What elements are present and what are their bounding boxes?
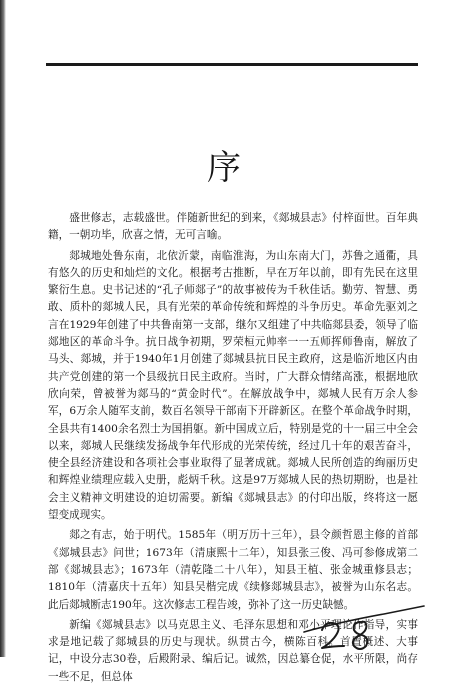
paragraph-2: 郯城地处鲁东南，北依沂蒙，南临淮海，为山东南大门，苏鲁之通衢，具有悠久的历史和灿烂的文化。根据考古推断，早在万年以前，即有先民在这里繁衍生息。史书记述的“孔子师郯子”的故事被传为千秋佳话。勤劳、智慧、勇敢、质朴的郯城人民，具有光荣的革命传统和辉煌的斗争历史。革命先驱刘之言在1929年创建了中共鲁南第一支部，继尔又组建了中共临郯县委，领导了临郯地区的革命斗争。抗日战争初期，罗荣桓元帅率一一五师挥师鲁南，解放了马头、郯城，并于1940年1月创建了郯城县抗日民主政府，这是临沂地区内由共产党创建的第一个县级抗日民主政府。当时，广大群众情绪高涨，根据地欣欣向荣，曾被誉为郯马的“黄金时代”。在解放战争中，郯城人民有万余人参军，6万余人随军支前，数百名领导干部南下开辟新区。在整个革命战争时期，全县共有1400余名烈士为国捐躯。新中国成立后，特别是党的十一届三中全会以来，郯城人民继续发扬战争年代形成的光荣传统，经过几十年的艰苦奋斗，使全县经济建设和各项社会事业取得了显著成就。郯城人民所创造的绚丽历史和辉煌业绩理应载入史册，彪炳千秋。这是97万郯城人民的热切期盼，也是社会主义精神文明建设的迫切需要。新编《郯城县志》的付印出版，终将这一愿望变成现实。: [48, 249, 418, 522]
header-rule: [46, 63, 418, 66]
paragraph-4: 新编《郯城县志》以马克思主义、毛泽东思想和邓小平理论作指导，实事求是地记载了郯城县的历史与现状。纵贯古今，横陈百科。首置概述、大事记，中设分志30卷，后殿附录、编后记。诚然，因总纂仓促，水平所限，尚存一些不足，但总体: [48, 618, 418, 683]
handwritten-page-number: [300, 600, 430, 652]
page-binding-edge: [0, 0, 6, 657]
handwritten-number-drawing: [300, 600, 430, 652]
preface-title: 序: [207, 147, 243, 188]
paragraph-3: 郯之有志，始于明代。1585年（明万历十三年），县令颜哲恩主修的首部《郯城县志》问世；1673年（清康熙十二年），知县张三俊、冯可参修成第二部《郯城县志》；1673年（清乾隆二十八年），知县王植、张金城重修县志；1810年（清嘉庆十五年）知县吴楷完成《续修郯城县志》，被誉为山东名志。此后郯城断志190年。这次修志工程告竣，弥补了这一历史缺憾。: [48, 529, 418, 611]
paragraph-1: 盛世修志，志载盛世。伴随新世纪的到来，《郯城县志》付梓面世。百年典籍，一朝功毕，欣喜之情，无可言喻。: [48, 212, 418, 242]
